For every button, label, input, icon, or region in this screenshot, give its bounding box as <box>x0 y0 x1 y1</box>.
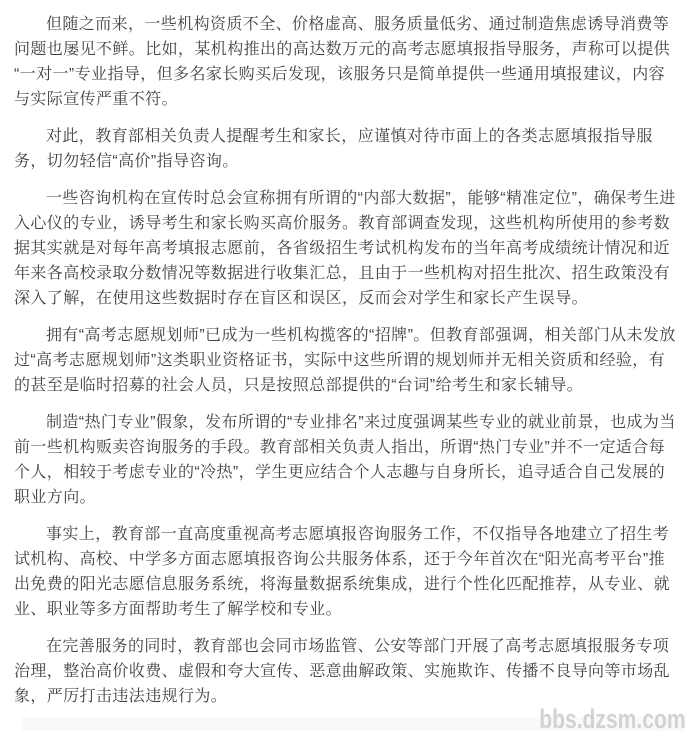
article-paragraph: 对此，教育部相关负责人提醒考生和家长，应谨慎对待市面上的各类志愿填报指导服务，切勿轻信“高价”指导咨询。 <box>14 128 653 170</box>
article-paragraph: 制造“热门专业”假象，发布所谓的“专业排名”来过度强调某些专业的就业前景，也成为当前一些机构贩卖咨询服务的手段。教育部相关负责人指出，所谓“热门专业”并不一定适合每个人，相较于考虑专业的“冷热”，学生更应结合个人志趣与自身所长，追寻适合自己发展的职业方向。 <box>14 414 676 506</box>
article-paragraph: 事实上，教育部一直高度重视高考志愿填报咨询服务工作，不仅指导各地建立了招生考试机构、高校、中学多方面志愿填报咨询公共服务体系，还于今年首次在“阳光高考平台”推出免费的阳光志愿信息服务系统，将海量数据系统集成，进行个性化匹配推荐，从专业、就业、职业等多方面帮助考生了解学校和专业。 <box>14 526 671 618</box>
article-paragraph: 在完善服务的同时，教育部也会同市场监管、公安等部门开展了高考志愿填报服务专项治理，整治高价收费、虚假和夸大宣传、恶意曲解政策、实施欺诈、传播不良导向等市场乱象，严厉打击违法违规行为。 <box>14 638 671 705</box>
article-paragraph: 拥有“高考志愿规划师”已成为一些机构揽客的“招牌”。但教育部强调，相关部门从未发放过“高考志愿规划师”这类职业资格证书，实际中这些所谓的规划师并无相关资质和经验，有的甚至是临时招募的社会人员，只是按照总部提供的“台词”给考生和家长辅导。 <box>14 327 676 394</box>
article-paragraph: 但随之而来，一些机构资质不全、价格虚高、服务质量低劣、通过制造焦虑诱导消费等问题也屡见不鲜。比如，某机构推出的高达数万元的高考志愿填报指导服务，声称可以提供“一对一”专业指导，但多名家长购买后发现，该服务只是简单提供一些通用填报建议，内容与实际宣传严重不符。 <box>14 16 671 108</box>
watermark-text: bbs.dzsm.com <box>539 704 686 731</box>
article-paragraph: 一些咨询机构在宣传时总会宣称拥有所谓的“内部大数据”，能够“精准定位”，确保考生进入心仪的专业，诱导考生和家长购买高价服务。教育部调查发现，这些机构所使用的参考数据其实就是对每年高考填报志愿前，各省级招生考试机构发布的当年高考成绩统计情况和近年来各高校录取分数情况等数据进行收集汇总，且由于一些机构对招生批次、招生政策没有深入了解，在使用这些数据时存在盲区和误区，反而会对学生和家长产生误导。 <box>14 190 676 307</box>
